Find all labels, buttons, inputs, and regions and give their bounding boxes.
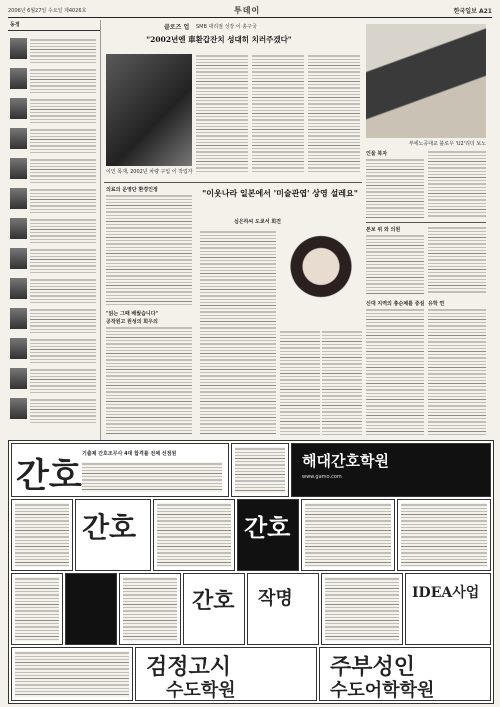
- article-text: [366, 234, 424, 294]
- page-header: [8, 4, 492, 18]
- people-entry: [8, 246, 98, 275]
- people-entry: [8, 36, 98, 65]
- sidebar-title-3: 공작원고 원성의 회우의: [106, 319, 158, 325]
- people-entry: [8, 396, 98, 425]
- people-news-title: 인물 북자: [366, 151, 388, 157]
- ad-text: [325, 577, 399, 641]
- article-text: [200, 230, 276, 436]
- headline-actress-sub: 심은하씨 도쿄서 회견: [234, 219, 281, 225]
- headline-actress: "이웃나라 일본에서 '미술관엽' 상영 설레요": [202, 188, 358, 198]
- article-text: [366, 308, 424, 436]
- ad-exam-prep[interactable]: [135, 647, 317, 701]
- events-title: 본보 위 와 의원: [366, 227, 401, 233]
- entry-text: [30, 38, 96, 63]
- entry-text: [30, 158, 96, 183]
- ad-box[interactable]: [397, 499, 491, 571]
- actress-photo: [280, 230, 362, 326]
- ad-title: IDEA사업: [412, 585, 480, 601]
- portrait-photo: [10, 308, 27, 329]
- ad-big-text: 간호: [192, 588, 235, 614]
- ad-text: [157, 503, 231, 567]
- portrait-photo: [10, 158, 27, 179]
- ad-haedae-nursing[interactable]: [291, 443, 491, 497]
- portrait-photo: [10, 218, 27, 239]
- portrait-photo: [10, 38, 27, 59]
- article-text: [196, 54, 248, 172]
- entry-text: [30, 398, 96, 423]
- ad-box[interactable]: [119, 573, 181, 645]
- seminar-title: 신대 지역의 총순체를 증설: [366, 301, 425, 307]
- ad-box[interactable]: [321, 573, 403, 645]
- ad-text: [82, 462, 222, 492]
- article-text: [280, 330, 320, 436]
- car-photo-caption: 이인 목재, 2002년 차량 구입 이 작업자: [106, 169, 193, 175]
- ad-text: [15, 577, 59, 641]
- ad-box[interactable]: [11, 499, 73, 571]
- ad-nursing-4[interactable]: [183, 573, 245, 645]
- ad-box[interactable]: [153, 499, 235, 571]
- ad-adult-school[interactable]: [319, 647, 491, 701]
- people-entry: [8, 96, 98, 125]
- entry-text: [30, 308, 96, 333]
- article-text: [428, 150, 486, 218]
- people-entry: [8, 276, 98, 305]
- ad-text: [305, 503, 391, 567]
- close-up-label: 클로즈 업: [164, 24, 190, 31]
- sidebar-title-2: "읽는 그때 배웠습니다": [106, 311, 159, 317]
- ad-box[interactable]: [301, 499, 395, 571]
- article-text: [106, 194, 192, 306]
- ad-dark-box[interactable]: [65, 573, 117, 645]
- rule: [104, 182, 362, 183]
- ad-tagline: 기출제 간호조무사 4대 합격률 전체 선점원: [82, 451, 177, 457]
- graduation-title: 유학 연: [428, 301, 445, 307]
- entry-text: [30, 218, 96, 243]
- article-text: [428, 226, 486, 294]
- entry-text: [30, 338, 96, 363]
- ad-box[interactable]: [11, 647, 133, 701]
- main-news-area: [104, 20, 492, 440]
- people-entry: [8, 156, 98, 185]
- people-entry: [8, 66, 98, 95]
- portrait-photo: [10, 338, 27, 359]
- ad-nursing-2[interactable]: [75, 499, 151, 571]
- two-men-photo: [366, 24, 486, 138]
- ad-idea-business[interactable]: [405, 573, 491, 645]
- people-column-title: 동정: [8, 20, 100, 31]
- portrait-photo: [10, 128, 27, 149]
- sidebar-title: 의료의 운영단 환경인정: [106, 187, 158, 193]
- ad-title: 해대간호학원: [302, 452, 389, 470]
- issue-date: 2006년 6월27일 수요일 제4026호: [8, 8, 87, 14]
- article-text: [428, 308, 486, 436]
- ad-text: [123, 577, 177, 641]
- people-entry: [8, 336, 98, 365]
- entry-text: [30, 128, 96, 153]
- ad-url: www.gamo.com: [302, 474, 342, 480]
- rule: [366, 222, 486, 223]
- section-title: 투데이: [234, 6, 261, 15]
- entry-text: [30, 98, 96, 123]
- portrait-photo: [10, 68, 27, 89]
- people-entry: [8, 306, 98, 335]
- article-text: [308, 54, 360, 172]
- entry-text: [30, 248, 96, 273]
- portrait-photo: [10, 278, 27, 299]
- ad-title: 주부성인: [330, 654, 416, 680]
- ad-big-text: 간호: [16, 456, 82, 496]
- people-entry: [8, 126, 98, 155]
- portrait-photo: [10, 98, 27, 119]
- article-text: [252, 54, 304, 172]
- car-photo: [106, 54, 192, 166]
- ad-academy-name: 수도학원: [166, 680, 236, 701]
- article-text: [322, 330, 362, 436]
- people-entry: [8, 216, 98, 245]
- people-entry: [8, 366, 98, 395]
- ad-naming[interactable]: [247, 573, 319, 645]
- ad-nursing-3[interactable]: [237, 499, 299, 571]
- portrait-photo: [10, 248, 27, 269]
- ad-big-text: 간호: [82, 511, 137, 544]
- people-entry: [8, 186, 98, 215]
- entry-text: [30, 368, 96, 393]
- ad-box[interactable]: [11, 573, 63, 645]
- portrait-photo: [10, 398, 27, 419]
- ad-academy-name: 수도어학학원: [330, 680, 435, 701]
- paper-name: 한국일보 A21: [453, 8, 492, 15]
- entry-text: [30, 188, 96, 213]
- article-text: [366, 158, 424, 218]
- advertisement-block: [8, 440, 494, 704]
- portrait-photo: [10, 188, 27, 209]
- ad-schedule[interactable]: [231, 443, 289, 497]
- entry-text: [30, 68, 96, 93]
- portrait-photo: [10, 368, 27, 389]
- headline-car: "2002년엔 車환갑잔치 성대히 치러주겠다": [146, 35, 292, 44]
- ad-text: [15, 503, 69, 567]
- ad-nursing-academy[interactable]: [11, 443, 229, 497]
- article-text: [106, 326, 192, 436]
- people-column: [8, 20, 101, 440]
- ad-big-text: 간호: [244, 513, 291, 542]
- photo-right-caption: 부에노공대교 블로우 'U2'리더 보노: [408, 141, 486, 147]
- ad-title: 작명: [258, 588, 293, 609]
- close-up-sub: SMB 대리점 성장 이 총구국: [196, 24, 257, 30]
- ad-text: [15, 651, 129, 697]
- ad-text: [235, 447, 285, 493]
- ad-text: [401, 503, 487, 567]
- ad-title: 검정고시: [146, 654, 232, 680]
- entry-text: [30, 278, 96, 303]
